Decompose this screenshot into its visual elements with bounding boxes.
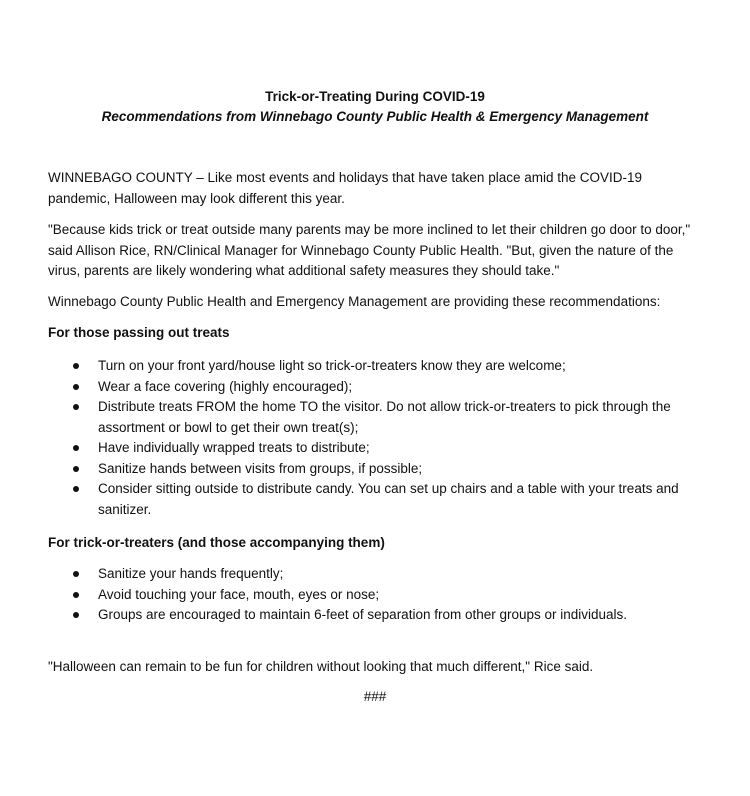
section-heading-treats: For those passing out treats xyxy=(48,325,230,340)
bullet-icon xyxy=(73,612,79,618)
list-item-text: Groups are encouraged to maintain 6-feet of separation from other groups or individuals. xyxy=(98,607,628,622)
treats-list xyxy=(48,356,698,520)
section-heading-trick-or-treaters: For trick-or-treaters (and those accompanying them) xyxy=(48,535,385,550)
recommendations-intro: Winnebago County Public Health and Emergency Management are providing these recommendations: xyxy=(48,294,661,309)
list-item xyxy=(48,479,698,520)
list-item-text: Avoid touching your face, mouth, eyes or nose; xyxy=(98,586,380,602)
list-item xyxy=(48,438,698,459)
list-item-text: Sanitize your hands frequently; xyxy=(98,566,284,581)
list-item xyxy=(48,605,698,626)
bullet-icon xyxy=(73,466,79,472)
bullet-icon xyxy=(73,384,79,390)
bullet-icon xyxy=(73,445,79,451)
list-item-text: Sanitize hands between visits from groups, if possible; xyxy=(98,460,423,476)
trick-or-treaters-list xyxy=(48,564,698,626)
document-title: Trick-or-Treating During COVID-19 xyxy=(265,89,485,104)
list-item-text: Consider sitting outside to distribute candy. You can set up chairs and a table with your treats and sanitizer. xyxy=(98,481,679,517)
document-subtitle: Recommendations from Winnebago County Public Health & Emergency Management xyxy=(101,109,649,124)
bullet-icon xyxy=(73,363,79,369)
closing-quote: "Halloween can remain to be fun for children without looking that much different," Rice said. xyxy=(48,659,594,674)
list-item-text: Turn on your front yard/house light so trick-or-treaters know they are welcome; xyxy=(98,358,566,373)
list-item-text: Wear a face covering (highly encouraged); xyxy=(98,378,353,394)
bullet-icon xyxy=(73,486,79,492)
intro-paragraph: WINNEBAGO COUNTY – Like most events and holidays that have taken place amid the COVID-19 pandemic, Halloween may look different this year. xyxy=(48,170,643,206)
list-item xyxy=(48,564,698,585)
end-mark: ### xyxy=(363,689,387,704)
bullet-icon xyxy=(73,592,79,598)
quote-paragraph: "Because kids trick or treat outside many parents may be more inclined to let their children go door to door," said Allison Rice, RN/Clinical Manager for Winnebago County Public Health. "But, given the nature of the virus, parents are likely wondering what additional safety measures they should take." xyxy=(48,222,691,278)
list-item xyxy=(48,459,698,480)
list-item xyxy=(48,585,698,606)
list-item xyxy=(48,397,698,438)
bullet-icon xyxy=(73,571,79,577)
list-item xyxy=(48,377,698,398)
bullet-icon xyxy=(73,404,79,410)
list-item-text: Have individually wrapped treats to distribute; xyxy=(98,440,370,455)
list-item xyxy=(48,356,698,377)
list-item-text: Distribute treats FROM the home TO the visitor. Do not allow trick-or-treaters to pick through the assortment or bowl to get their own treat(s); xyxy=(98,399,671,435)
